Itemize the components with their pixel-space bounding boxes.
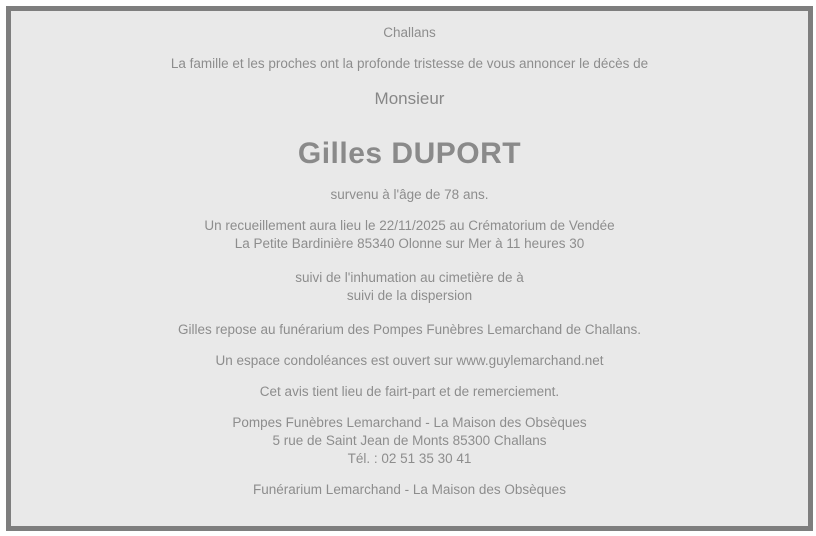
deceased-name: Gilles DUPORT <box>297 137 522 170</box>
age-line: survenu à l'âge de 78 ans. <box>330 187 489 202</box>
intro-line: La famille et les proches ont la profonde tristesse de vous annoncer le décès de <box>170 56 649 71</box>
ceremony-block <box>11 217 808 253</box>
burial-block <box>11 269 808 305</box>
funeral-home-address: 5 rue de Saint Jean de Monts 85300 Challans <box>272 433 547 448</box>
repose-line: Gilles repose au funérarium des Pompes Funèbres Lemarchand de Challans. <box>177 322 641 337</box>
funeral-home-phone: Tél. : 02 51 35 30 41 <box>347 451 472 466</box>
civility-line: Monsieur <box>374 89 445 108</box>
funeral-home-block <box>11 414 808 468</box>
burial-line-1: suivi de l'inhumation au cimetière de à <box>295 270 524 285</box>
burial-line-2: suivi de la dispersion <box>346 288 473 303</box>
condolences-line: Un espace condoléances est ouvert sur www.guylemarchand.net <box>215 353 604 368</box>
funerarium-line: Funérarium Lemarchand - La Maison des Obsèques <box>253 482 566 497</box>
city-line: Challans <box>383 25 436 40</box>
notice-line: Cet avis tient lieu de fairt-part et de remerciement. <box>259 384 560 399</box>
ceremony-line-2: La Petite Bardinière 85340 Olonne sur Mer à 11 heures 30 <box>234 236 585 251</box>
funeral-home-name: Pompes Funèbres Lemarchand - La Maison des Obsèques <box>232 415 587 430</box>
ceremony-line-1: Un recueillement aura lieu le 22/11/2025 au Crématorium de Vendée <box>204 218 615 233</box>
obituary-card <box>6 6 813 531</box>
